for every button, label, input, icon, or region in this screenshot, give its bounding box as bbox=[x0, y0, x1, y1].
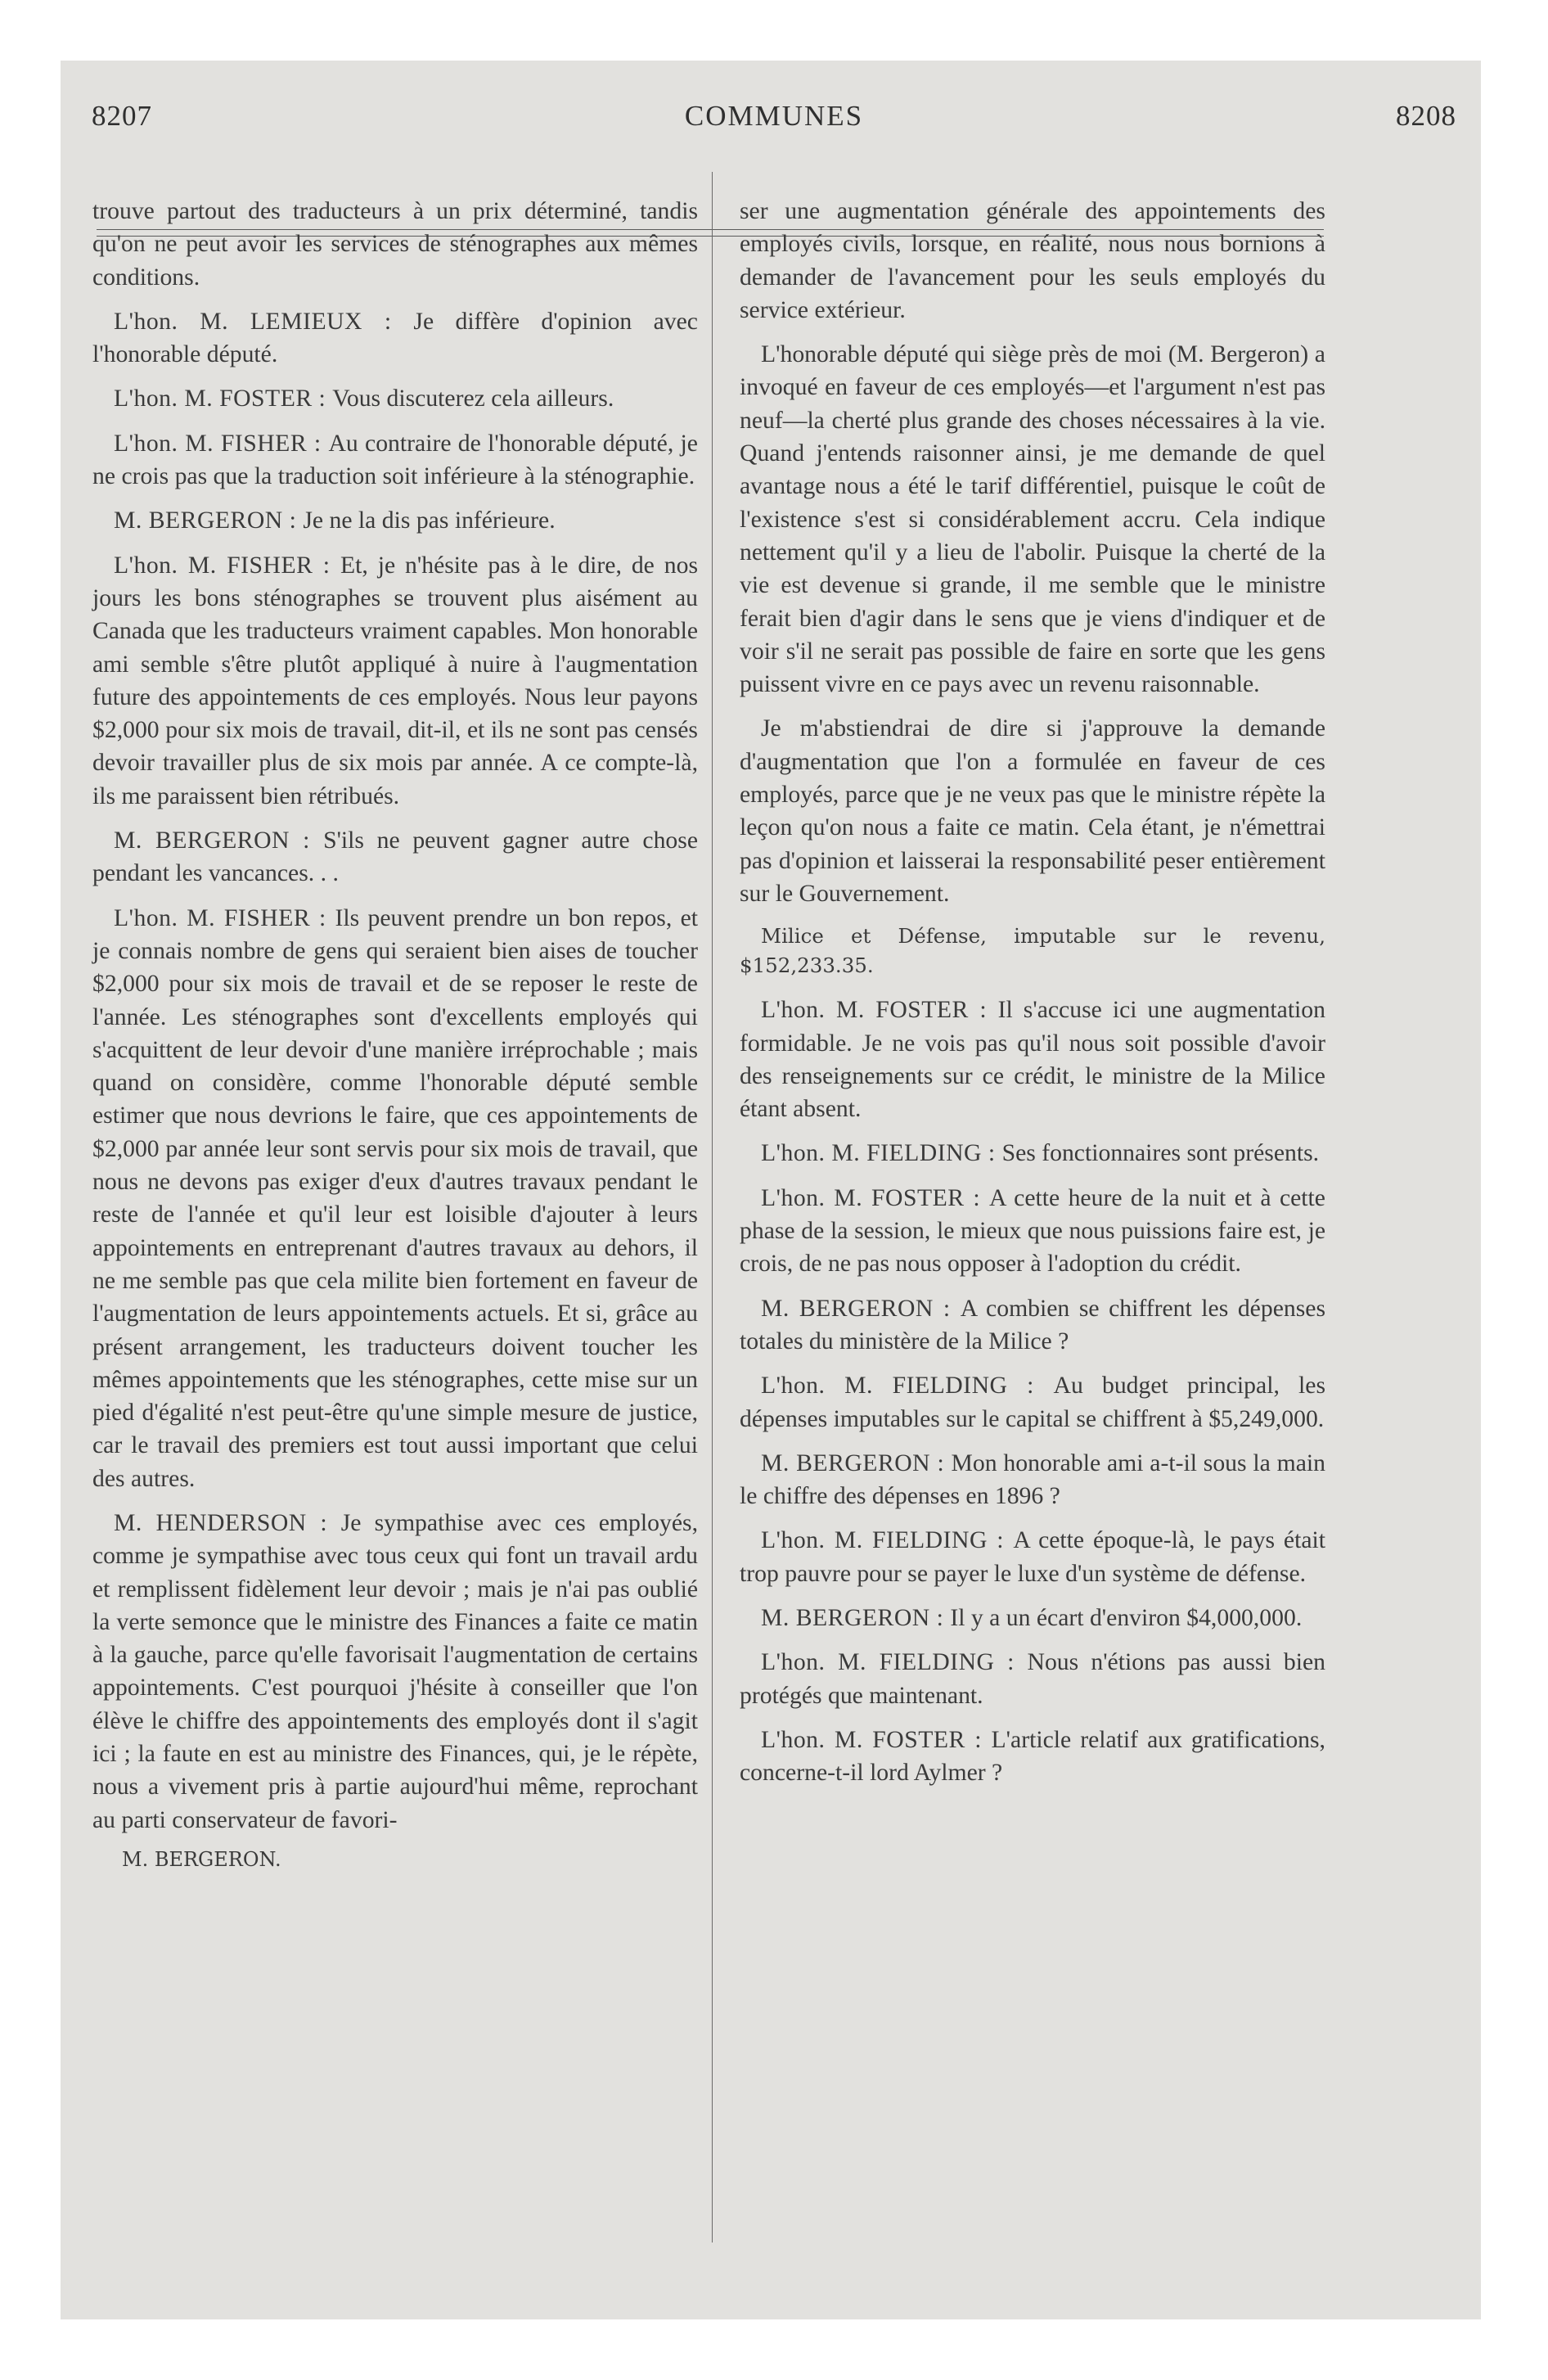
speaker-name: M. BERGERON : bbox=[114, 507, 304, 534]
paragraph-text: Il s'accuse ici une augmentation formidable. Je ne vois pas qu'il nous soit possible d'avoir des renseignements sur ce crédit, le ministre de la Milice étant absent. bbox=[740, 997, 1325, 1123]
paragraph bbox=[740, 1447, 1325, 1513]
paragraph-text: trouve partout des traducteurs à un prix déterminé, tandis qu'on ne peut avoir les services de sténographes aux mêmes conditions. bbox=[92, 198, 698, 291]
paragraph-text: Nous n'étions pas aussi bien protégés que maintenant. bbox=[740, 1649, 1325, 1709]
paragraph-text: Je sympathise avec ces employés, comme je sympathise avec tous ceux qui font un travail ardu et remplissent fidèlement leur devoir ; mais je n'ai pas oublié la verte semonce que le ministre des Finances a faite ce matin à la gauche, parce qu'elle favorisait l'augmentation de certains appointements. C'est pourquoi j'hésite à conseiller que l'on élève le chiffre des appointements des employés dont il s'agit ici ; la faute en est au ministre des Finances, qui, je le répète, nous a vivement pris à partie aujourd'hui même, reprochant au parti conservateur de favori- bbox=[92, 1509, 698, 1833]
paragraph bbox=[740, 1646, 1325, 1712]
paragraph-text: Je ne la dis pas inférieure. bbox=[303, 507, 556, 534]
right-column bbox=[740, 195, 1325, 1801]
paragraph-text: Je diffère d'opinion avec l'honorable député. bbox=[92, 308, 698, 368]
paragraph-text: A cette heure de la nuit et à cette phase de la session, le mieux que nous puissions faire est, je crois, de ne pas nous opposer à l'adoption du crédit. bbox=[740, 1184, 1325, 1278]
paragraph-text: L'article relatif aux gratifications, concerne-t-il lord Aylmer ? bbox=[740, 1726, 1325, 1787]
speaker-name: L'hon. M. LEMIEUX : bbox=[114, 308, 414, 335]
signoff-speaker: M. BERGERON. bbox=[122, 1847, 281, 1871]
speaker-name: L'hon. M. FIELDING : bbox=[761, 1527, 1014, 1554]
paragraph-text: Mon honorable ami a-t-il sous la main le chiffre des dépenses en 1896 ? bbox=[740, 1449, 1325, 1510]
speaker-name: L'hon. M. FOSTER : bbox=[761, 1184, 990, 1211]
speaker-name: M. BERGERON : bbox=[761, 1604, 951, 1631]
page-title: COMMUNES bbox=[684, 100, 864, 132]
paragraph-text: ser une augmentation générale des appointements des employés civils, lorsque, en réalité, nous nous bornions à demander de l'avancement pour les seuls employés du service extérieur. bbox=[740, 198, 1325, 323]
speaker-name: L'hon. M. FIELDING : bbox=[761, 1140, 1002, 1167]
page-number-right: 8208 bbox=[1396, 100, 1456, 132]
paragraph bbox=[740, 195, 1325, 327]
paragraph bbox=[740, 994, 1325, 1125]
paragraph bbox=[92, 305, 698, 372]
paragraph bbox=[740, 1724, 1325, 1790]
paragraph bbox=[92, 1507, 698, 1837]
speaker-name: M. BERGERON : bbox=[761, 1449, 952, 1476]
speaker-name: L'hon. M. FISHER : bbox=[114, 904, 335, 931]
paragraph bbox=[740, 1602, 1325, 1634]
speaker-name: M. BERGERON : bbox=[761, 1295, 961, 1322]
paragraph bbox=[92, 549, 698, 813]
speaker-name: L'hon. M. FIELDING : bbox=[761, 1649, 1028, 1676]
paragraph-text: Il y a un écart d'environ $4,000,000. bbox=[950, 1604, 1303, 1631]
speaker-name: L'hon. M. FISHER : bbox=[114, 552, 340, 579]
paragraph bbox=[92, 195, 698, 294]
paragraph-text: A cette époque-là, le pays était trop pauvre pour se payer le luxe d'un système de défense. bbox=[740, 1527, 1326, 1587]
paragraph-text: A combien se chiffrent les dépenses totales du ministère de la Milice ? bbox=[740, 1295, 1325, 1355]
paragraph-text: Je m'abstiendrai de dire si j'approuve la demande d'augmentation que l'on a formulée en faveur de ces employés, parce que je ne veux pas que le ministre répète la leçon qu'on nous a faite ce matin. Cela étant, je n'émettrai pas d'opinion et laisserai la responsabilité peser entièrement sur le Gouvernement. bbox=[740, 715, 1325, 907]
paragraph bbox=[740, 712, 1325, 910]
paragraph bbox=[92, 824, 698, 890]
paragraph bbox=[740, 1292, 1325, 1359]
speaker-name: L'hon. M. FISHER : bbox=[114, 430, 329, 457]
paragraph bbox=[92, 427, 698, 494]
paragraph bbox=[92, 902, 698, 1495]
paragraph-text: Et, je n'hésite pas à le dire, de nos jours les bons sténographes se trouvent plus aisément au Canada que les traducteurs vraiment capables. Mon honorable ami semble s'être plutôt appliqué à nuire à l'augmentation future des appointements de ces employés. Nous leur payons $2,000 pour six mois de travail, dit-il, et ils ne sont pas censés devoir travailler plus de six mois par année. A ce compte-là, ils me paraissent bien rétribués. bbox=[92, 552, 698, 809]
budget-item-line: Milice et Défense, imputable sur le revenu, $152,233.35. bbox=[740, 924, 1325, 978]
paragraph-text: Ses fonctionnaires sont présents. bbox=[1001, 1140, 1320, 1167]
speaker-name: L'hon. M. FOSTER : bbox=[761, 997, 998, 1024]
speaker-name: L'hon. M. FIELDING : bbox=[761, 1373, 1054, 1400]
speaker-name: L'hon. M. FOSTER : bbox=[114, 385, 333, 412]
paragraph bbox=[92, 382, 698, 415]
page-number-left: 8207 bbox=[92, 100, 152, 132]
speaker-name: L'hon. M. FOSTER : bbox=[761, 1726, 992, 1753]
paragraph bbox=[92, 504, 698, 537]
paragraph-text: Au budget principal, les dépenses imputables sur le capital se chiffrent à $5,249,000. bbox=[740, 1373, 1326, 1432]
paragraph-text: S'ils ne peuvent gagner autre chose pendant les vancances. . . bbox=[92, 827, 698, 887]
left-column bbox=[92, 195, 698, 1876]
paragraph bbox=[740, 338, 1325, 701]
paragraph bbox=[740, 1369, 1325, 1436]
paragraph bbox=[740, 1137, 1325, 1170]
speaker-name: M. HENDERSON : bbox=[114, 1509, 341, 1536]
speaker-name: M. BERGERON : bbox=[114, 827, 324, 854]
paragraph bbox=[740, 1182, 1325, 1281]
paragraph-text: Au contraire de l'honorable député, je ne crois pas que la traduction soit inférieure à la sténographie. bbox=[92, 430, 698, 490]
paragraph-text: L'honorable député qui siège près de moi (M. Bergeron) a invoqué en faveur de ces employés—et l'argument n'est pas neuf—la cherté plus grande des choses nécessaires à la vie. Quand j'entends raisonner ainsi, je me demande de quel avantage nous a été le tarif différentiel, puisque le coût de l'existence s'est si considérablement accru. Cela indique nettement qu'il y a lieu de l'abolir. Puisque la cherté de la vie est devenue si grande, il me semble que le ministre ferait bien d'agir dans le sens que je viens d'indiquer et de voir s'il ne serait pas possible de faire en sorte que les gens puissent vivre en ce pays avec un revenu raisonnable. bbox=[740, 341, 1325, 698]
paragraph-text: Ils peuvent prendre un bon repos, et je connais nombre de gens qui seraient bien aises de toucher $2,000 pour six mois de travail et de se reposer le reste de l'année. Les sténographes sont d'excellents employés qui s'acquittent de leur devoir d'une manière irréprochable ; mais quand on considère, comme l'honorable député semble estimer que nous devrions le faire, que ces appointements de $2,000 par année leur sont servis pour six mois de travail, que nous ne devons pas exiger d'eux d'autres travaux pendant le reste de l'année et qu'il leur est loisible d'ajouter à leurs appointements en entreprenant d'autres travaux au dehors, il ne me semble pas que cela milite bien fortement en faveur de l'augmentation de leurs appointements actuels. Et si, grâce au présent arrangement, les traducteurs doivent toucher les mêmes appointements que les sténographes, cette mise sur un pied d'égalité n'est peut-être qu'une simple mesure de justice, car le travail des premiers est tout aussi important que celui des autres. bbox=[92, 904, 698, 1492]
paragraph bbox=[740, 1524, 1325, 1590]
paragraph-text: Vous discuterez cela ailleurs. bbox=[332, 385, 614, 412]
column-divider bbox=[712, 172, 713, 2243]
